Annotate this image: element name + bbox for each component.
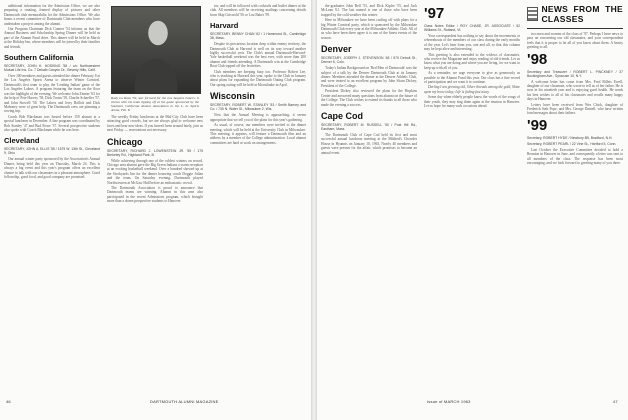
verse: Darling I am growing old, Silver threads among the gold, Shine upon my brow today; Life is fading fast away. (424, 85, 520, 94)
section-heading-denver: Denver (321, 44, 352, 55)
right-page (317, 0, 628, 420)
class-year-99: '99 (527, 116, 548, 134)
paragraph: The Dartmouth Association is proud to announce that Dartmouth teams are winning. Alumni in this area also participated in the recent Admissions program, which brought more than a dozen prospective students to Hanover. (107, 186, 203, 204)
secretary-address: SECRETARY, JOHN H. HOSKING '58 / c/o Northwestern Mutual Life Ins. Co. 7 Dekalb Canyon Dr., Beverly Hills, Calif. (4, 64, 100, 73)
paragraph: A welcome letter has come from Mrs. Fred Billets Ewell, daughter of our classmate, who wrote to tell us of her father. He is now in his ninetieth year and is enjoying good health. He sends his best wishes to all of his classmates and recalls many happy days in Hanover. (527, 79, 623, 102)
paragraph: Your correspondent has nothing to say about the movements or whereabouts of the members of our class during the early months of the year. Let's hear from you, one and all, so that this column may be kept alive and interesting. (424, 34, 520, 52)
issue-date: Issue of MARCH 1963 (427, 399, 471, 404)
section-heading-cleveland: Cleveland (4, 136, 40, 146)
paragraph: Over 100 members and guests attended the dinner February 8 at the Los Angeles Sports Arena to observe Winter Carnival. Dartmouth's first team to play the 'Leading Indian' game of the Los Angeles Lakers. A program featuring the team on the floor was the highlight of the evening. We welcome John Zenner '63 for the help of Pete Harvey '58, Dick Tosim '58, Charlie Schaeffer '57, and John Stowell '58. The Lakers and Jerry Ballick and Dick Mahoney were of great help. The Dartmouth crew are planning a rowing trip. (4, 74, 100, 114)
secretary-address: SECRETARY, BENNY CHAN '62 / 1 Hammond St., Cambridge 38, Mass. (210, 32, 306, 41)
paragraph: Letters have been received from Wes Chick, daughter of Frederick Seth Pope, and Mrs. George Daniell, who have written fond messages about their fathers. (527, 102, 623, 116)
paragraph: As a reminder, we urge everyone to give as generously as possible to the Alumni Fund this year. Our class has a fine record of participation and we want it to continue. (424, 71, 520, 85)
paragraph: Here in Milwaukee we have been cooling off with plans for a big Winter Carnival party, which is sponsored by the Milwaukee Dartmouth Club every year at the Milwaukee Athletic Club. All of us who have been there agree it is one of the finest events of the season. (321, 18, 417, 40)
class-year-97: '97 (424, 5, 445, 22)
right-page-number: 47 (613, 399, 618, 404)
magazine-title: DARTMOUTH ALUMNI MAGAZINE (150, 399, 219, 404)
left-column-1 (4, 4, 100, 396)
class-secretary-address: Secretary, ROBERT PEARL / 22 Vine St., Hartford 5, Conn. (527, 141, 617, 146)
secretary-address: SECRETARY, ROBERT W. STANLEY '53 / Smith Barney and Co. / 735 N. Water St., Milwaukee 2, Wis. (210, 103, 306, 112)
right-column-1 (321, 4, 417, 396)
section-heading-chicago: Chicago (107, 136, 143, 147)
paragraph: Our Program Chairman Dick Cramer '54 informs us that the Annual Business and Scholarship Spring Dinner will be held as part of the Alumni Fund drive. This dinner will be held in March at the Holiday Inn, where members will be joined by their families and friends. (4, 27, 100, 49)
secretary-address: SECRETARY, JOSEPH J. STEVENSON '48 / 570 Detroit St., Denver 6, Colo. (321, 56, 417, 65)
paragraph: ers, and will be followed with cocktails and buffet dinner at the club. All members will be receiving mailings concerning details from Skip Griswold '56 or Lou Baker '59. (210, 4, 306, 17)
section-heading-wisconsin: Wisconsin (210, 91, 255, 102)
class-editor-address: Class Notes Editor / ROY CHASE, JR. ASSOCIATE / 52 Williams St., Rutland, Vt. (424, 24, 520, 32)
paragraph: Today's Indian Background on 'Red Men of Dartmouth' was the subject of a talk by the Denver Dartmouth Club at its January dinner. Members attended the dinner at the Denver Athletic Club, and were treated to an excellent program by John Sloan Dickey, President of the College. (321, 66, 417, 88)
paragraph: two men and women of the class of '97. Perhaps I have news to pass on concerning our old classmates, and your correspondent feels that it is proper to let all of you know about them. A hearty greeting to all. (527, 32, 623, 50)
paragraph: The weekly Friday luncheons at the Mid-City Club have been attracting good crowds, but we are always glad to welcome new faces and hear new ideas. If you haven't been around lately, join us next Friday — reservations not necessary. (107, 115, 203, 133)
paragraph: Club members are keeping busy too. Professor Robert Lee, who is teaching at Harvard this year, spoke to the Club in January about plans for expanding the Dartmouth Outing Club program. Our spring outing will be held at Moosilauke in April. (210, 69, 306, 87)
paragraph: The Dartmouth Club of Cape Cod held its first and most successful annual luncheon meeting at the Mildred's Chowder House in Hyannis on January 10, 1963. Nearly 40 members and guests were present for the affair, which promises to become an annual event. (321, 132, 417, 155)
secretary-address: SECRETARY, ROBERT M. RUSSELL '50 / Post Hill Rd., Eastham, Mass. (321, 122, 417, 131)
class-secretary-address: Secretary and Treasurer / ROBERT L. PINCKNEY / 37 Buckingham Ave., Syracuse 10, N.Y. (527, 69, 623, 78)
paragraph: As usual, of course, our members were invited to the dinner meeting, which will be held at the University Club in Milwaukee. This meeting, it appears, will feature a Dartmouth film and an address by a member of the College administration. Local alumni committees are hard at work on arrangements. (210, 123, 306, 145)
paragraph: Despite its precarious location deep within enemy territory, the Dartmouth Club at Harvard is well on its way toward another highly successful year. The Club's annual Dartmouth-Harvard-Yale basketball weekend was the best ever, with more than 200 alumni and friends attending. A Dartmouth win at the Cambridge Boat Club topped off the festivities. (210, 42, 306, 69)
left-page (0, 0, 311, 420)
news-flag-icon (527, 7, 538, 21)
left-column-2 (107, 4, 203, 396)
paragraph: the-graduates John Bell '53, and Dick Kipfer '55, and Jack McLean '61. The last named is one of those who have been trapped by the cold weather this winter. (321, 4, 417, 17)
paragraph: Some day when elderly people know the words of the songs of their youth, they may sing them again at the reunion in Hanover. Let us hope for many such occasions ahead. (424, 95, 520, 109)
secretary-address: SECRETARY, RICHARD J. LOWENSTEIN JR. '55 / 175 Berkeley Rd., Highland Park, Ill. (107, 148, 203, 157)
paragraph: Coach Bob Blackman was hosted before 150 alumni at a special luncheon in December. A fine program was coordinated by Bob Stanley '47 and Bud Rowe '37. Several prospective students also spoke with Coach Blackman while he was here. (4, 114, 100, 132)
basketball-player-photo (111, 6, 201, 94)
right-column-3 (527, 4, 623, 396)
section-heading-harvard: Harvard (210, 21, 239, 31)
paragraph: Our annual winter party sponsored by the Association's Annual Dinner, being held this year on Thursday, March 24. This is always a big event and this year's program offers an excellent chance to talk with our classmates in a pleasant atmosphere. Good fellowship, good food, and good company are promised. (4, 157, 100, 179)
paragraph: Last October the Executive Committee decided to hold a Reunion in Hanover in June, and consequently a letter was sent to all members of the class. The response has been most encouraging, and we look forward to greeting many of you there. (527, 147, 623, 166)
paragraph: President Dickey also reviewed the plans for the Hopkins Center and answered many questions from alumni on the future of the College. The Club wishes to extend its thanks to all those who made the evening a success. (321, 89, 417, 107)
left-column-3 (210, 4, 306, 396)
left-page-number: 46 (6, 399, 11, 404)
class-secretary-address: Secretary, ROBERT HYDE / Newbury 8B, Bradford, N.H. (527, 135, 613, 140)
photo-caption: Rudy La Rosa '59, star forward for the Los Angeles Lakers, is shown with his team tipping off at the game sponsored by the Southern California Alumni Association in the L. A. Sports Arena, Feb. 8. (111, 96, 199, 112)
right-column-2 (424, 4, 520, 396)
paragraph: Now that the Annual Meeting is approaching, it seems appropriate that we tell you of the plans for this year's gathering. (210, 113, 306, 122)
section-heading-southern-california: Southern California (4, 53, 74, 63)
paragraph: additional information for the Admission Office, we are also preparing a rotating, framed display of pictures and other Dartmouth club memorabilia for the Admissions Office. We also honor a recent committee of Dartmouth Club members who have undertaken a project among the alumni. (4, 4, 100, 26)
class-year-98: '98 (527, 50, 548, 68)
paragraph: While achieving through one of the coldest winters on record, Chicago area alumni gave the Big Green Indians a warm reception at an exciting basketball weekend. Over a hundred showed up at the Stockyards Inn for the dinner honoring coach Doggie Julian and the team. On Saturday evening, Dartmouth played Northwestern at McGaw Hall before an enthusiastic crowd. (107, 158, 203, 185)
paragraph: This greeting is also extended to the widows of classmates, who receive the Magazine and enjoy reading of old friends. Let us know what you are doing and where you are living, for we want to keep up with all of you. (424, 52, 520, 70)
news-from-the-classes-title: NEWS FROM THE CLASSES (541, 4, 623, 24)
secretary-address: SECRETARY, JOHN A. ELLIS '55 / 1575 W. 13th St., Cleveland 9, Ohio (4, 147, 100, 156)
section-heading-cape-cod: Cape Cod (321, 110, 364, 121)
section-banner (527, 4, 623, 29)
